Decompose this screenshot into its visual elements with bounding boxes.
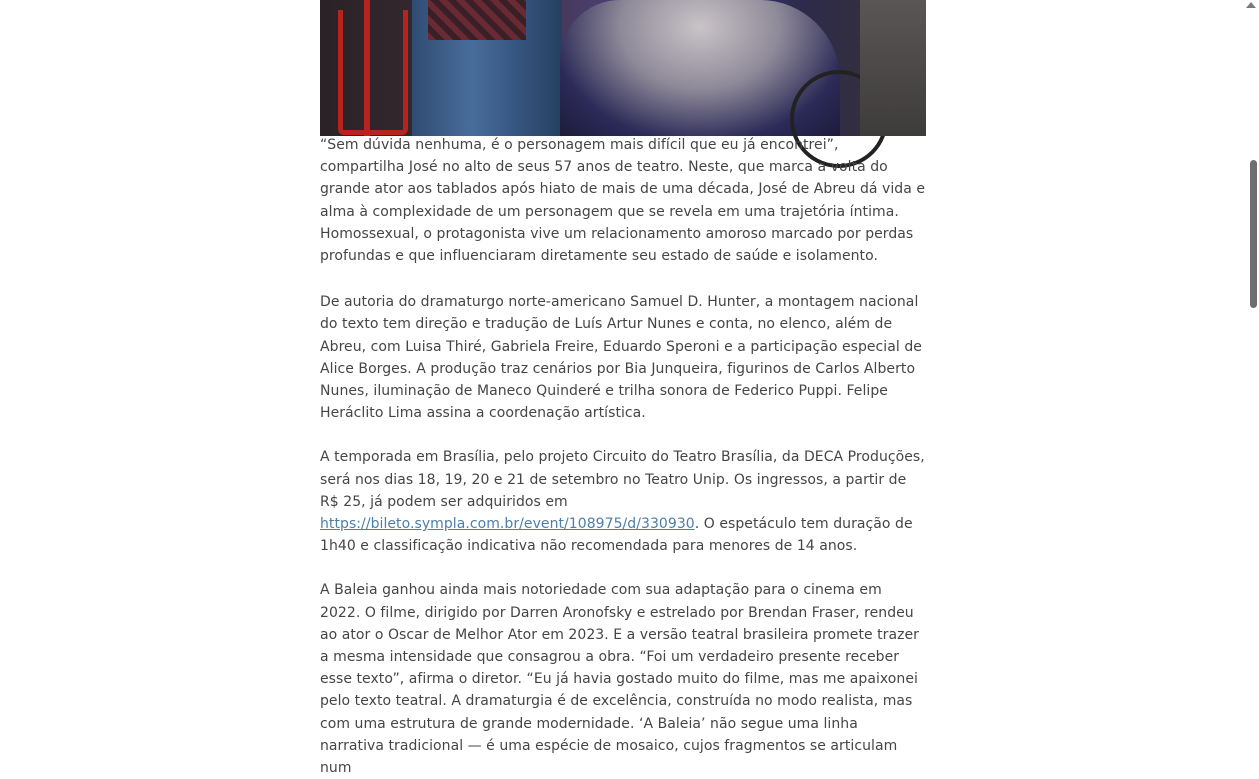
photo-red-stool <box>338 10 408 135</box>
paragraph-3-text-after: . O espetáculo tem duração de 1h40 e classificação indicativa não recomendada para menores de 14 anos. <box>320 516 913 555</box>
scrollbar-thumb[interactable] <box>1250 160 1257 308</box>
article-body <box>320 0 926 779</box>
ticket-link[interactable]: https://bileto.sympla.com.br/event/108975/d/330930 <box>320 516 695 533</box>
paragraph-2: De autoria do dramaturgo norte-americano Samuel D. Hunter, a montagem nacional do texto tem direção e tradução de Luís Artur Nunes e conta, no elenco, além de Abreu, com Luisa Thiré, Gabriela Freire, Eduardo Speroni e a participação especial de Alice Borges. A produção traz cenários por Bia Junqueira, figurinos de Carlos Alberto Nunes, iluminação de Maneco Quinderé e trilha sonora de Federico Puppi. Felipe Heráclito Lima assina a coordenação artística. <box>320 294 922 422</box>
article-photo <box>320 0 926 136</box>
photo-background <box>860 0 926 136</box>
photo-stool-leg <box>364 0 370 136</box>
vertical-scrollbar[interactable] <box>1242 0 1259 684</box>
scroll-up-arrow-icon[interactable] <box>1246 2 1256 8</box>
photo-shirt <box>428 0 526 40</box>
paragraph-3 <box>320 446 926 557</box>
paragraph-3-text-before: A temporada em Brasília, pelo projeto Circuito do Teatro Brasília, da DECA Produções, será nos dias 18, 19, 20 e 21 de setembro no Teatro Unip. Os ingressos, a partir de R$ 25, já podem ser adquiridos em <box>320 449 925 510</box>
paragraph-1: “Sem dúvida nenhuma, é o personagem mais difícil que eu já encontrei”, compartilha José no alto de seus 57 anos de teatro. Neste, que marca a volta do grande ator aos tablados após hiato de mais de uma década, José de Abreu dá vida e alma à complexidade de um personagem que se revela em uma trajetória íntima. Homossexual, o protagonista vive um relacionamento amoroso marcado por perdas profundas e que influenciaram diretamente seu estado de saúde e isolamento. <box>320 137 926 265</box>
paragraph-4: A Baleia ganhou ainda mais notoriedade com sua adaptação para o cinema em 2022. O filme, dirigido por Darren Aronofsky e estrelado por Brendan Fraser, rendeu ao ator o Oscar de Melhor Ator em 2023. E a versão teatral brasileira promete trazer a mesma intensidade que consagrou a obra. “Foi um verdadeiro presente receber esse texto”, afirma o diretor. “Eu já havia gostado muito do filme, mas me apaixonei pelo texto teatral. A dramaturgia é de excelência, construída no modo realista, mas com uma estrutura de grande modernidade. ‘A Baleia’ não segue uma linha narrativa tradicional — é uma espécie de mosaico, cujos fragmentos se articulam num <box>320 582 919 777</box>
